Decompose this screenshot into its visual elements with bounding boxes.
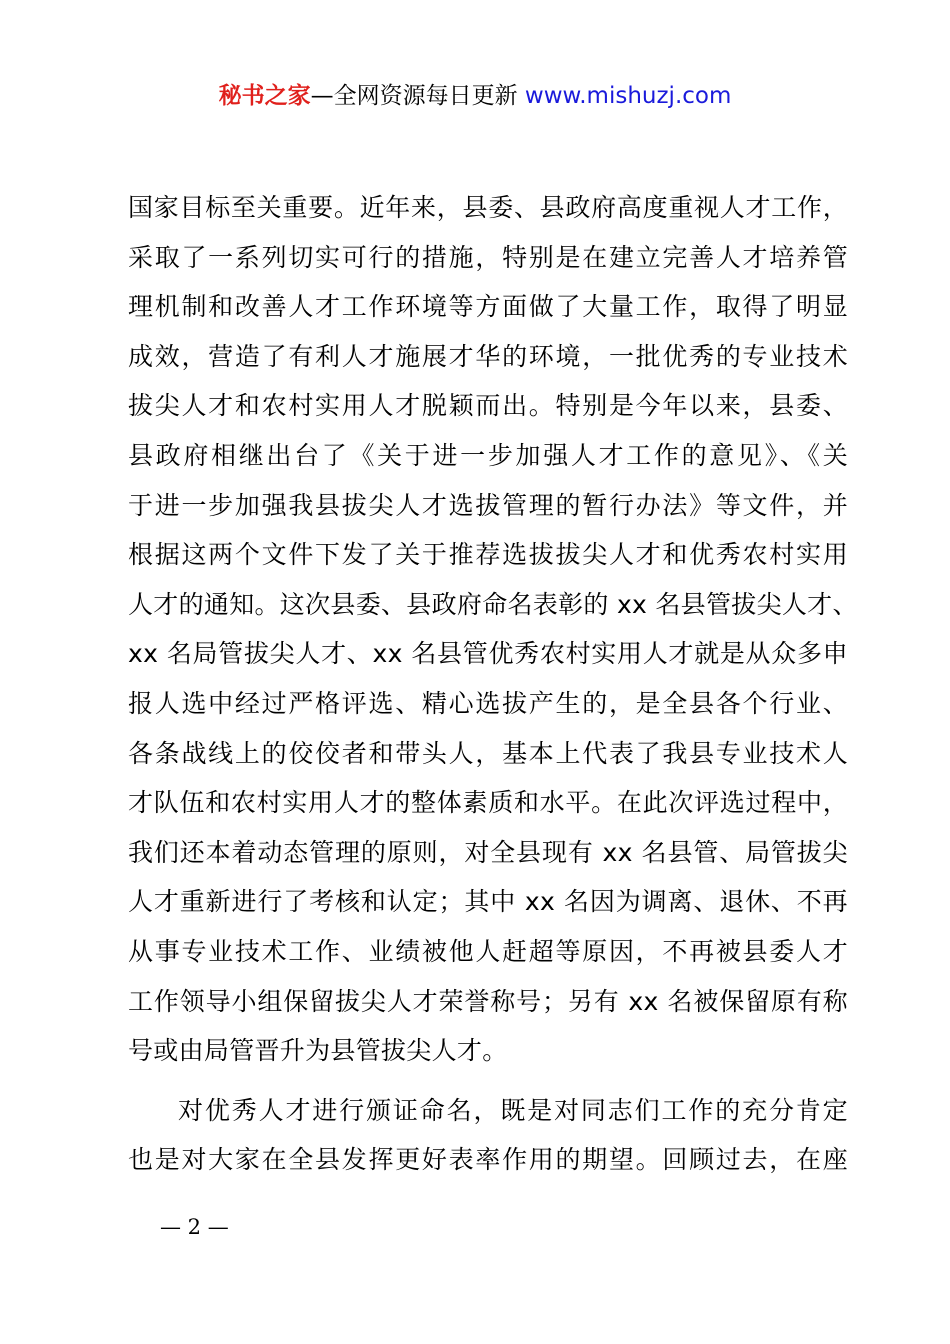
text-line: 从事专业技术工作、业绩被他人赶超等原因，不再被县委人才 (128, 936, 848, 966)
text-line: 于进一步加强我县拔尖人才选拔管理的暂行办法》等文件，并 (128, 490, 848, 520)
text-line: 国家目标至关重要。近年来，县委、县政府高度重视人才工作， (128, 193, 848, 222)
text-line: 我们还本着动态管理的原则，对全县现有 xx 名县管、局管拔尖 (128, 837, 848, 867)
text-line: 县政府相继出台了《关于进一步加强人才工作的意见》、《关 (128, 440, 848, 470)
text-line: 报人选中经过严格评选、精心选拔产生的，是全县各个行业、 (128, 688, 848, 718)
text-line: 也是对大家在全县发挥更好表率作用的期望。回顾过去，在座 (128, 1145, 848, 1175)
brand-name: 秘书之家 (218, 83, 311, 109)
text-line: 人才的通知。这次县委、县政府命名表彰的 xx 名县管拔尖人才、 (128, 589, 858, 619)
text-line: xx 名局管拔尖人才、xx 名县管优秀农村实用人才就是从众多申 (128, 639, 848, 669)
document-body (128, 183, 858, 1185)
text-line: 号或由局管晋升为县管拔尖人才。 (128, 1036, 508, 1066)
text-line: 才队伍和农村实用人才的整体素质和水平。在此次评选过程中， (128, 788, 848, 818)
text-line: 对优秀人才进行颁证命名，既是对同志们工作的充分肯定 (178, 1095, 848, 1125)
text-line: 根据这两个文件下发了关于推荐选拔拔尖人才和优秀农村实用 (128, 540, 848, 570)
site-url-link[interactable]: www.mishuzj.com (524, 83, 732, 109)
text-line: 成效，营造了有利人才施展才华的环境，一批优秀的专业技术 (128, 341, 848, 371)
text-line: 工作领导小组保留拔尖人才荣誉称号；另有 xx 名被保留原有称 (128, 986, 848, 1016)
text-line: 人才重新进行了考核和认定；其中 xx 名因为调离、退休、不再 (128, 887, 848, 917)
site-header (0, 80, 950, 112)
text-line: 理机制和改善人才工作环境等方面做了大量工作，取得了明显 (128, 292, 848, 322)
text-line: 采取了一系列切实可行的措施，特别是在建立完善人才培养管 (128, 242, 848, 272)
header-tagline: —全网资源每日更新 (310, 83, 518, 109)
text-line: 各条战线上的佼佼者和带头人，基本上代表了我县专业技术人 (128, 738, 848, 768)
page-number: — 2 — (160, 1215, 229, 1239)
text-line: 拔尖人才和农村实用人才脱颖而出。特别是今年以来，县委、 (128, 391, 848, 421)
